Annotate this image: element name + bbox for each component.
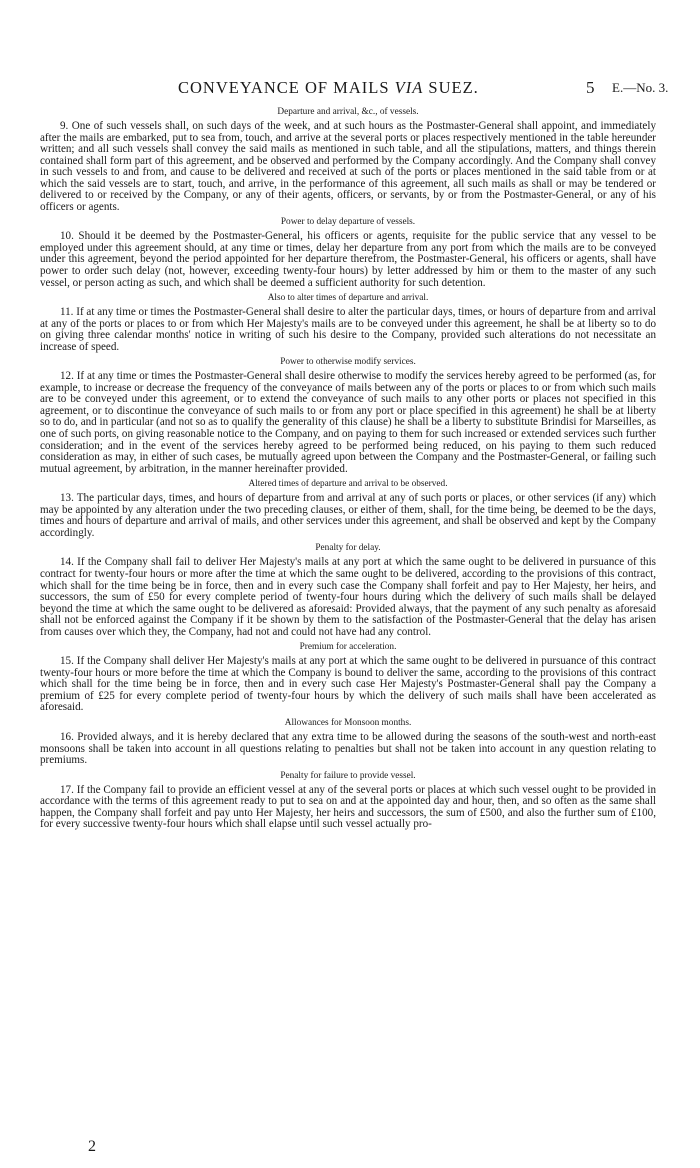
clause-text: The particular days, times, and hours of departure from and arrival at any of such ports or places, or other services (if any) which may be appointed by any alteration under the two preceding clauses, or either of them, shall, for the time being, be deemed to be the days, times and hours of departure and arrival of mails, and other services under this agreement, and shall be observed and kept by the Company accordingly. [40,492,656,539]
section-13 [40,478,656,539]
clause-number: 17. [60,783,74,796]
page-title: CONVEYANCE OF MAILS VIA SUEZ. [178,78,479,97]
clause-text: Provided always, and it is hereby declared that any extra time to be allowed during the seasons of the south-west and north-east monsoons shall be taken into account in all questions relating to penalties but shall not be taken into account in any question relating to premiums. [40,730,656,767]
page-number: 5 [586,78,595,97]
clause-number: 9. [60,120,69,132]
section-heading: Departure and arrival, &c., of vessels. [277,107,419,117]
clause-text: If the Company fail to provide an efficient vessel at any of the several ports or places at which such vessel ought to be provided in accordance with the terms of this agreement ready to put to sea on and at the appointed day and hour, then, and so often as the same shall happen, the Company shall forfeit and pay unto Her Majesty, her heirs and successors, the sum of £500, and also the further sum of £100, for every successive twenty-four hours which shall elapse until such vessel actually pro- [40,783,656,831]
section-paragraph [40,121,656,213]
section-paragraph [40,732,656,767]
section-heading: Penalty for delay. [315,543,381,554]
section-heading: Premium for acceleration. [299,642,397,653]
clause-number: 15. [60,655,74,668]
clause-text: One of such vessels shall, on such days of the week, and at such hours as the Postmaster-General shall appoint, and immediately after the mails are embarked, put to sea from, touch, and arrive at the several ports or places respectively mentioned in the table hereunder written; and all such vessels shall convey the said mails as mentioned in such table, and all the stipulations, matters, and things therein contained shall form part of this agreement, and be observed and performed by the Company accordingly. And the Company shall convey in such vessels to and from, and cause to be delivered and received at such of the ports or places mentioned in the said table from or at which the said vessels are to start, touch, and arrive, in the performance of this agreement, all such mails as shall or may be tendered or delivered to or received by the Company, or any of their agents, officers, or servants, by or from the Postmaster-General, or any of his officers or agents. [40,120,656,213]
clause-number: 14. [60,556,74,569]
section-heading: Altered times of departure and arrival to be observed. [248,479,448,490]
clause-text: If at any time or times the Postmaster-General shall desire otherwise to modify the services hereby agreed to be performed (as, for example, to increase or decrease the frequency of the conveyance of mails between any of the ports or places to or from which such mails are to be conveyed under this agreement, or to extend the conveyance of such mails to any other ports or places not specified in this agreement, or to discontinue the conveyance of such mails to or from any port or place specified in this agreement) he shall be at liberty so to do, and in particular (and not so as to qualify the generality of this clause) he shall be a liberty to substitute Brindisi for Marseilles, as one of such ports, on giving reasonable notice to the Company, and on paying to them for such increased or extended services such further consideration; and in the event of the services hereby agreed to be performed being reduced, on his paying to them such reduced consideration as may, in either of such cases, be mutually agreed upon between the Company and the Postmaster-General, or failing such mutual agreement, by arbitration, in the manner hereinafter provided. [40,370,656,475]
section-paragraph [40,231,656,289]
section-heading: Also to alter times of departure and arrival. [267,293,429,304]
section-17 [40,770,656,831]
section-heading: Allowances for Monsoon months. [284,717,412,728]
clause-number: 13. [60,492,74,505]
clause-text: Should it be deemed by the Postmaster-General, his officers or agents, requisite for the public service that any vessel to be employed under this agreement should, at any time or times, delay her departure from any port from which the mails are to be conveyed under this agreement, beyond the period appointed for her departure therefrom, the Postmaster-General, his officers or agents, shall have power to order such delay (not, however, exceeding twenty-four hours) by letter addressed by him or them to the master of any such vessel, or person acting as such, and which shall be deemed a sufficient authority for such detention. [40,230,656,289]
section-10 [40,216,656,289]
section-paragraph [40,307,656,353]
section-11 [40,292,656,353]
title-via: VIA [394,78,424,97]
section-paragraph [40,656,656,714]
section-heading: Power to otherwise modify services. [280,357,416,368]
running-header [0,78,700,102]
section-12 [40,356,656,475]
body-text [40,106,656,834]
clause-number: 10. [60,230,74,243]
clause-number: 11. [60,306,74,319]
signature-mark: 2 [88,1138,96,1155]
section-heading: Penalty for failure to provide vessel. [280,770,416,781]
section-paragraph [40,557,656,638]
clause-number: 12. [60,370,74,383]
clause-text: If the Company shall fail to deliver Her Majesty's mails at any port at which the same ought to be delivered in pursuance of this contract for twenty-four hours or more after the time at which the same ought to be delivered, according to the provisions of this contract, which shall for the time being be in force, then and in every such case the Company shall forfeit and pay to Her Majesty, her heirs, and successors, the sum of £50 for every complete period of twenty-four hours during which the delivery of such mails shall be delayed beyond the time at which the same ought to be delivered as aforesaid: Provided always, that the payment of any such penalty as aforesaid shall not be enforced against the Company if it be shown by them to the satisfaction of the Postmaster-General that the delay has arisen from causes over which they, the Company, had not and could not have had any control. [40,556,656,638]
section-paragraph [40,371,656,475]
section-paragraph [40,785,656,831]
clause-text: If at any time or times the Postmaster-General shall desire to alter the particular days, times, or hours of departure from and arrival at any of the ports or places to or from which Her Majesty's mails are to be conveyed under this agreement, he shall be at liberty so to do on giving three calendar months' notice in writing of such his desire to the Company, provided such alterations do not necessitate an increase of speed. [40,306,656,353]
section-paragraph [40,493,656,539]
section-heading: Power to delay departure of vessels. [280,217,416,228]
document-reference: E.—No. 3. [612,80,669,95]
section-9 [40,106,656,213]
section-16 [40,717,656,767]
clause-text: If the Company shall deliver Her Majesty's mails at any port at which the same ought to be delivered in pursuance of this contract twenty-four hours or more before the time at which the Company is bound to deliver the same, according to the provisions of this contract which shall for the time being be in force, then and in every such case Her Majesty's Postmaster-General shall pay the Company a premium of £25 for every complete period of twenty-four hours by which the delivery of such mails shall have been accelerated as aforesaid. [40,655,656,714]
clause-number: 16. [60,730,74,743]
section-15 [40,641,656,714]
section-14 [40,542,656,638]
